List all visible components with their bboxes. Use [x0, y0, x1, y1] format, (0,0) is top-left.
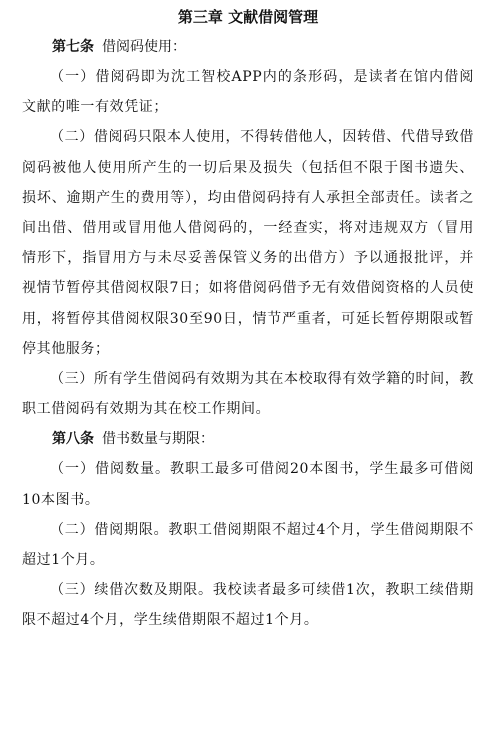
- article-paragraph: （二）借阅期限。教职工借阅期限不超过4个月，学生借阅期限不超过1个月。: [22, 521, 474, 569]
- article-paragraph: （三）续借次数及期限。我校读者最多可续借1次，教职工续借期限不超过4个月，学生续借期限不超过1个月。: [22, 582, 474, 629]
- article-number: 第八条: [52, 431, 94, 448]
- article-paragraph: （一）借阅数量。教职工最多可借阅20本图书，学生最多可借阅10本图书。: [22, 461, 474, 508]
- article-paragraph: （一）借阅码即为沈工智校APP内的条形码，是读者在馆内借阅文献的唯一有效凭证；: [22, 69, 474, 116]
- chapter-title: 第三章 文献借阅管理: [177, 8, 319, 26]
- article-title: 借书数量与期限：: [102, 431, 214, 448]
- article-paragraph: （三）所有学生借阅码有效期为其在本校取得有效学籍的时间，教职工借阅码有效期为其在校工作期间。: [22, 371, 474, 418]
- article-title: 借阅码使用：: [102, 39, 186, 55]
- article-8: [22, 424, 474, 635]
- article-heading: [22, 424, 474, 454]
- article-number: 第七条: [52, 39, 94, 55]
- article-paragraph: （二）借阅码只限本人使用，不得转借他人，因转借、代借导致借阅码被他人使用所产生的一切后果及损失（包括但不限于图书遗失、损坏、逾期产生的费用等），均由借阅码持有人承担全部责任。读者之间出借、借用或冒用他人借阅码的，一经查实，将对违规双方（冒用情形下，指冒用方与未尽妥善保管义务的出借方）予以通报批评，并视情节暂停其借阅权限7日；如将借阅码借予无有效借阅资格的人员使用，将暂停其借阅权限30至90日，情节严重者，可延长暂停期限或暂停其他服务；: [22, 129, 474, 357]
- article-heading: [22, 32, 474, 62]
- article-7: [22, 32, 474, 424]
